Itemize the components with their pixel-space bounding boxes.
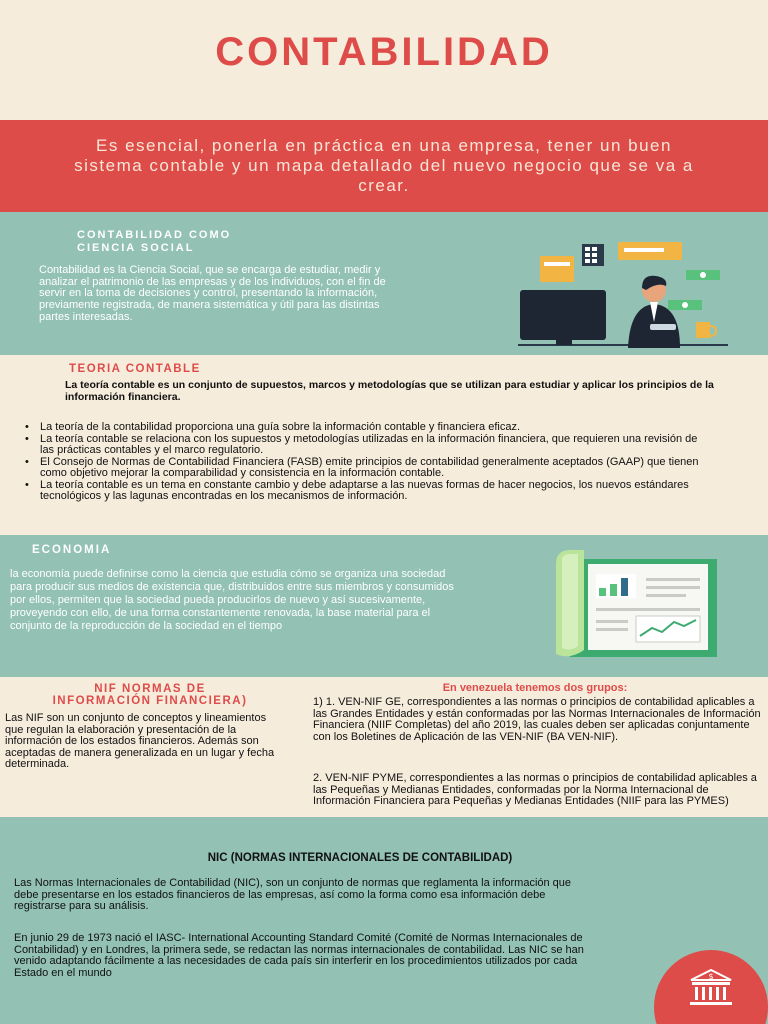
- bank-icon: [654, 950, 768, 1024]
- list-item: • La teoría de la contabilidad proporciona una guía sobre la información contable y financiera eficaz.: [22, 422, 712, 434]
- teoria-lead-text: La teoría contable es un conjunto de supuestos, marcos y metodologías que se utilizan para estudiar y aplicar los principios de la información financiera.: [65, 379, 714, 403]
- worker-at-computer-illustration: [518, 238, 728, 353]
- section-teoria-contable: [0, 355, 768, 535]
- list-item: • La teoría contable se relaciona con los supuestos y metodologías utilizadas en la información financiera, que requieren una revisión de las prácticas contables y el marco regulatorio.: [22, 434, 712, 457]
- list-item: • El Consejo de Normas de Contabilidad Financiera (FASB) emite principios de contabilidad generalmente aceptados (GAAP) que tienen como objetivo mejorar la comparabilidad y consistencia en la información contable.: [22, 457, 712, 480]
- page-title: CONTABILIDAD: [215, 30, 553, 74]
- section-title-teoria-contable: TEORIA CONTABLE: [69, 363, 201, 375]
- section-nic: [0, 817, 768, 1024]
- section-title-nif: NIF NORMAS DE INFORMACIÓN FINANCIERA): [52, 683, 248, 707]
- section-economia: [0, 535, 768, 677]
- title-band: [0, 0, 768, 120]
- section-text-ciencia-social: Contabilidad es la Ciencia Social, que se encarga de estudiar, medir y analizar el patrimonio de las empresas y de los individuos, con el fin de servir en la toma de decisiones y control, presentando la información, previamente registrada, de manera sistemática y útil para las distintas partes interesadas.: [39, 264, 386, 323]
- section-nif: [0, 677, 768, 817]
- section-ciencia-social: [0, 212, 768, 355]
- section-text-nic-2: En junio 29 de 1973 nació el IASC- International Accounting Standard Comité (Comité de Normas Internacionales de Contabilidad) y en Londres, la primera sede, se redactan las normas internacionales de contabilidad. Las NIC se han venido adaptando fácilmente a las necesidades de cada país sin interferir en los procedimientos utilizados por cada Estado en el mundo: [14, 932, 584, 979]
- section-text-nic-1: Las Normas Internacionales de Contabilidad (NIC), son un conjunto de normas que reglamenta la información que debe presentarse en los estados financieros de las empresas, así como la forma como esa información debe registrarse para su análisis.: [14, 877, 572, 912]
- venezuela-group-2: 2. VEN-NIF PYME, correspondientes a las normas o principios de contabilidad aplicables a las Pequeñas y Medianas Entidades, conformadas por la Norma Internacional de Información Financiera para Pequeñas y Medianas Entidades (NIIF para las PYMES): [313, 772, 757, 807]
- intro-banner: [0, 120, 768, 212]
- section-title-nic: NIC (NORMAS INTERNACIONALES DE CONTABILIDAD): [207, 852, 513, 864]
- section-text-nif: Las NIF son un conjunto de conceptos y lineamientos que regulan la elaboración y presentación de la información de los estados financieros. Además son aceptadas de manera generalizada en un lugar y fecha determinada.: [5, 712, 275, 770]
- list-item: • La teoría contable es un tema en constante cambio y debe adaptarse a las nuevas formas de hacer negocios, los nuevos estándares tecnológicos y las lagunas encontradas en los mecanismos de información.: [22, 480, 712, 503]
- section-text-economia: la economía puede definirse como la ciencia que estudia cómo se organiza una sociedad para producir sus medios de existencia que, distribuidos entre sus miembros y consumidos por ellos, permiten que la sociedad pueda producirlos de nuevo y así sucesivamente, proveyendo con ello, de una forma constantemente renovada, la base material para el conjunto de la reproducción de la sociedad en el tiempo: [10, 568, 454, 632]
- teoria-bullet-list: [22, 422, 712, 503]
- report-scroll-illustration: [556, 550, 721, 660]
- section-title-economia: ECONOMIA: [32, 544, 112, 556]
- venezuela-group-1: 1) 1. VEN-NIF GE, correspondientes a las normas o principios de contabilidad aplicables a las Grandes Entidades y están conformadas por las Normas Internacionales de Información Financiera (NIIF Completas) del año 2019, las cuales deben ser aplicadas conjuntamente con los Boletines de Aplicación de las VEN-NIF (BA VEN-NIF).: [313, 696, 761, 743]
- section-title-ciencia-social: CONTABILIDAD COMO CIENCIA SOCIAL: [77, 229, 232, 254]
- svg-text:$: $: [708, 972, 714, 981]
- venezuela-groups-title: En venezuela tenemos dos grupos:: [442, 682, 628, 694]
- intro-text: Es esencial, ponerla en práctica en una empresa, tener un buen sistema contable y un mapa detallado del nuevo negocio que se va a crear.: [74, 136, 694, 195]
